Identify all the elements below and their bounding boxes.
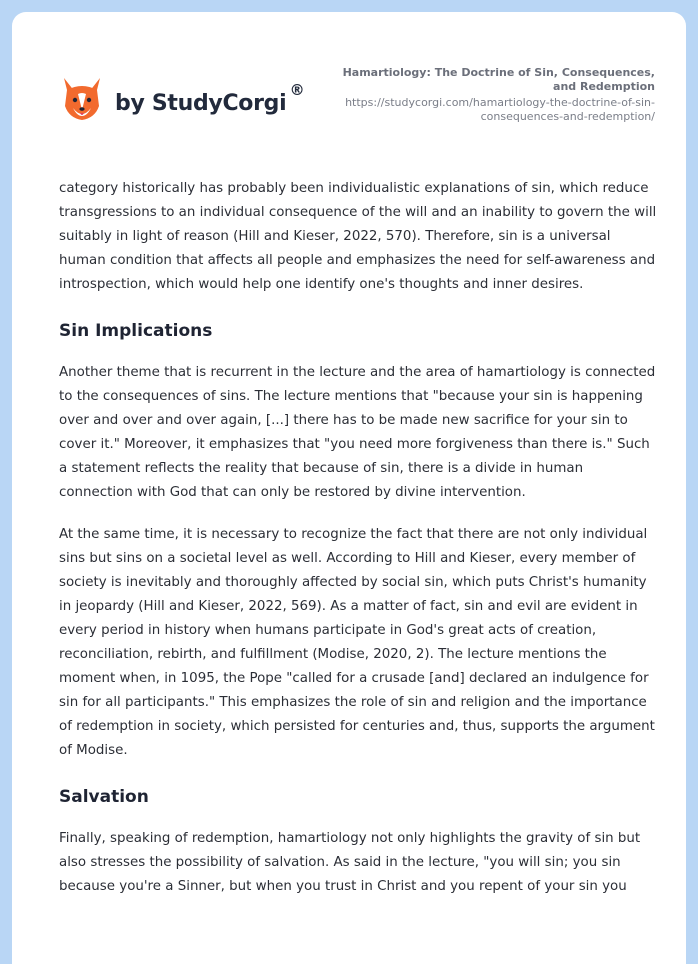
- corgi-icon: [61, 76, 103, 122]
- document-page: [12, 12, 686, 964]
- section-heading-sin-implications: Sin Implications: [59, 321, 213, 341]
- document-title: Hamartiology: The Doctrine of Sin, Consequences, and Redemption: [342, 66, 655, 93]
- paragraph: Finally, speaking of redemption, hamartiology not only highlights the gravity of sin but also stresses the possibility of salvation. As said in the lecture, "you will sin; you sin because you're a Sinner, but when you trust in Christ and you repent of your sin you: [59, 831, 641, 894]
- paragraph: category historically has probably been individualistic explanations of sin, which reduce transgressions to an individual consequence of the will and an inability to govern the will suitably in light of reason (Hill and Kieser, 2022, 570). Therefore, sin is a universal human condition that affects all people and emphasizes the need for self-awareness and introspection, which would help one identify one's thoughts and inner desires.: [59, 181, 657, 292]
- studycorgi-logo[interactable]: [61, 76, 305, 122]
- paragraph: At the same time, it is necessary to recognize the fact that there are not only individual sins but sins on a societal level as well. According to Hill and Kieser, every member of society is inevitably and thoroughly affected by social sin, which puts Christ's humanity in jeopardy (Hill and Kieser, 2022, 569). As a matter of fact, sin and evil are evident in every period in history when humans participate in God's great acts of creation, reconciliation, rebirth, and fulfillment (Modise, 2020, 2). The lecture mentions the moment when, in 1095, the Pope "called for a crusade [and] declared an indulgence for sin for all participants." This emphasizes the role of sin and religion and the importance of redemption in society, which persisted for centuries and, thus, supports the argument of Modise.: [59, 527, 655, 758]
- header: [12, 12, 686, 162]
- registered-mark: ®: [289, 80, 305, 99]
- paragraph: Another theme that is recurrent in the lecture and the area of hamartiology is connected to the consequences of sins. The lecture mentions that "because your sin is happening over and over and over again, [...] there has to be made new sacrifice for your sin to cover it." Moreover, it emphasizes that "you need more forgiveness than there is." Such a statement reflects the reality that because of sin, there is a divide in human connection with God that can only be restored by divine intervention.: [59, 365, 656, 500]
- brand-name: by StudyCorgi ®: [115, 80, 305, 116]
- article-body: [59, 177, 659, 917]
- section-heading-salvation: Salvation: [59, 787, 149, 807]
- document-url[interactable]: https://studycorgi.com/hamartiology-the-doctrine-of-sin-consequences-and-redemption/: [345, 96, 655, 123]
- document-meta: [325, 66, 655, 124]
